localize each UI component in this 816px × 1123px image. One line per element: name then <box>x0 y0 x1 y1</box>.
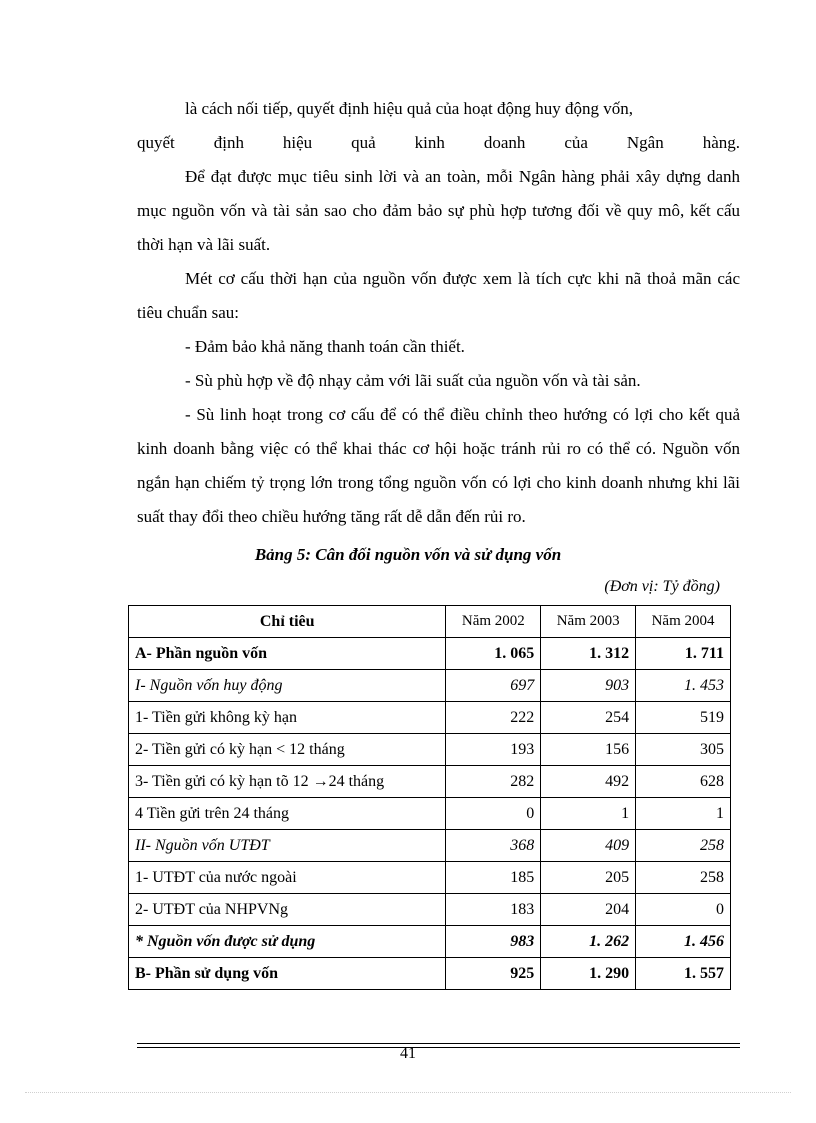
table-cell: 205 <box>541 862 636 894</box>
header-cell: Năm 2004 <box>636 606 731 638</box>
table-row <box>129 638 731 670</box>
table-cell: 282 <box>446 766 541 798</box>
table-cell: 1. 262 <box>541 926 636 958</box>
paragraph: là cách nối tiếp, quyết định hiệu quả của hoạt động huy động vốn, <box>185 99 634 118</box>
table-cell: 222 <box>446 702 541 734</box>
table-unit: (Đơn vị: Tỷ đồng) <box>604 578 720 595</box>
row-label: I- Nguồn vốn huy động <box>129 670 446 702</box>
row-label: * Nguồn vốn được sử dụng <box>129 926 446 958</box>
paragraph: quyết định hiệu quả kinh doanh của Ngân hàng. <box>137 133 740 152</box>
row-label: 1- UTĐT của nước ngoài <box>129 862 446 894</box>
table-cell: 254 <box>541 702 636 734</box>
table-cell: 1. 453 <box>636 670 731 702</box>
page-number: 41 <box>400 1045 416 1062</box>
table-row <box>129 894 731 926</box>
table-cell: 156 <box>541 734 636 766</box>
row-label: 2- Tiền gửi có kỳ hạn < 12 tháng <box>129 734 446 766</box>
table-cell: 368 <box>446 830 541 862</box>
table-cell: 697 <box>446 670 541 702</box>
table-cell: 193 <box>446 734 541 766</box>
table-cell: 204 <box>541 894 636 926</box>
table-cell: 628 <box>636 766 731 798</box>
paragraph: Để đạt được mục tiêu sinh lời và an toàn, mỗi Ngân hàng phải xây dựng danh mục nguồn vốn và tài sản sao cho đảm bảo sự phù hợp tương đối về quy mô, kết cấu thời hạn và lãi suất. <box>137 167 740 254</box>
table-cell: 183 <box>446 894 541 926</box>
table-row <box>129 830 731 862</box>
table-cell: 925 <box>446 958 541 990</box>
table-row <box>129 958 731 990</box>
table-cell: 258 <box>636 830 731 862</box>
table-cell: 519 <box>636 702 731 734</box>
table-cell: 409 <box>541 830 636 862</box>
table-row <box>129 766 731 798</box>
table-caption: Bảng 5: Cân đối nguồn vốn và sử dụng vốn <box>254 545 562 564</box>
header-cell: Năm 2003 <box>541 606 636 638</box>
row-label: 1- Tiền gửi không kỳ hạn <box>129 702 446 734</box>
table-row <box>129 798 731 830</box>
paragraph: - Đảm bảo khả năng thanh toán cần thiết. <box>185 337 465 356</box>
table-row <box>129 702 731 734</box>
table-cell: 903 <box>541 670 636 702</box>
row-label: II- Nguồn vốn UTĐT <box>129 830 446 862</box>
row-label: A- Phần nguồn vốn <box>129 638 446 670</box>
row-label: 4 Tiền gửi trên 24 tháng <box>129 798 446 830</box>
paragraph: Mét cơ cấu thời hạn của nguồn vốn được xem là tích cực khi nã thoả mãn các tiêu chuẩn sau: <box>137 269 740 322</box>
table-header-row <box>129 606 731 638</box>
header-cell: Năm 2002 <box>446 606 541 638</box>
row-label: 3- Tiền gửi có kỳ hạn tõ 12 →24 tháng <box>129 766 446 798</box>
row-label: B- Phần sử dụng vốn <box>129 958 446 990</box>
table-cell: 305 <box>636 734 731 766</box>
table-cell: 1. 557 <box>636 958 731 990</box>
table-cell: 0 <box>636 894 731 926</box>
table-cell: 1. 065 <box>446 638 541 670</box>
table-cell: 1. 456 <box>636 926 731 958</box>
table-cell: 1. 312 <box>541 638 636 670</box>
table-row <box>129 734 731 766</box>
table-cell: 0 <box>446 798 541 830</box>
balance-table <box>128 605 731 990</box>
table-cell: 983 <box>446 926 541 958</box>
table-cell: 1. 711 <box>636 638 731 670</box>
row-label: 2- UTĐT của NHPVNg <box>129 894 446 926</box>
table-row <box>129 670 731 702</box>
body-text <box>137 92 740 534</box>
table-row <box>129 862 731 894</box>
header-cell: Chỉ tiêu <box>129 606 446 638</box>
table-cell: 185 <box>446 862 541 894</box>
table-cell: 492 <box>541 766 636 798</box>
table-cell: 258 <box>636 862 731 894</box>
paragraph: - Sù linh hoạt trong cơ cấu để có thể điều chỉnh theo hướng có lợi cho kết quả kinh doanh bằng việc có thể khai thác cơ hội hoặc tránh rủi ro có thể có. Nguồn vốn ngắn hạn chiếm tỷ trọng lớn trong tổng nguồn vốn có lợi cho kinh doanh nhưng khi lãi suất thay đổi theo chiều hướng tăng rất dễ dẫn đến rủi ro. <box>137 405 740 526</box>
footer-rule <box>137 1043 740 1044</box>
page-bottom-border <box>25 1092 791 1093</box>
table-cell: 1 <box>636 798 731 830</box>
table-cell: 1 <box>541 798 636 830</box>
table-row <box>129 926 731 958</box>
paragraph: - Sù phù hợp về độ nhạy cảm với lãi suất của nguồn vốn và tài sản. <box>185 371 641 390</box>
table-cell: 1. 290 <box>541 958 636 990</box>
